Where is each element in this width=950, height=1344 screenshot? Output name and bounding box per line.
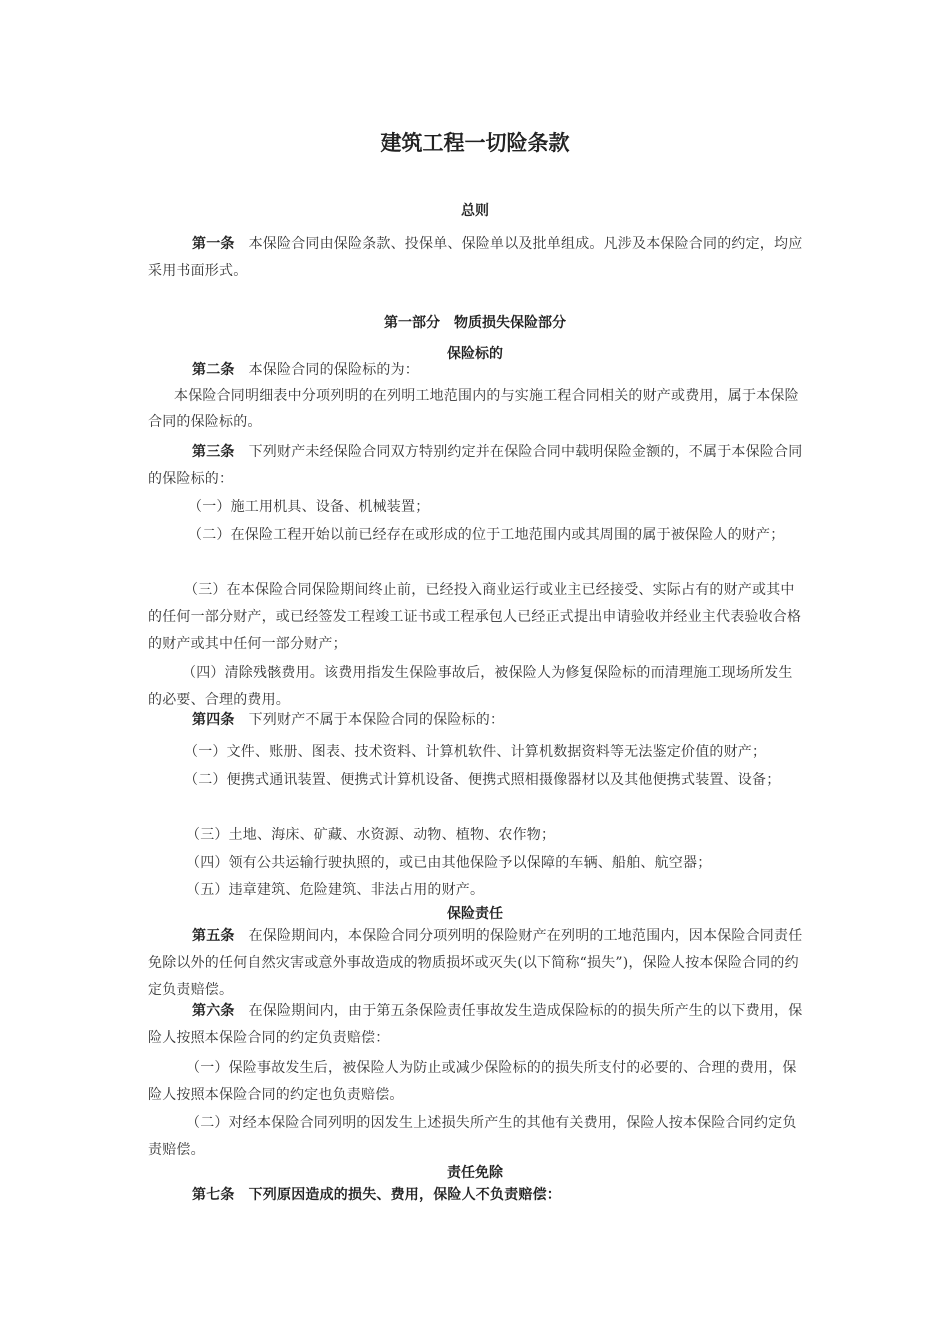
article-7	[148, 1182, 803, 1209]
article-4-item-1: （一）文件、账册、图表、技术资料、计算机软件、计算机数据资料等无法鉴定价值的财产；	[184, 744, 767, 760]
article-4-item-2: （二）便携式通讯装置、便携式计算机设备、便携式照相摄像器材以及其他便携式装置、设备；	[184, 772, 781, 788]
article-2-text: 本保险合同的保险标的为：	[248, 362, 420, 378]
article-4-item-5: （五）违章建筑、危险建筑、非法占用的财产。	[186, 882, 485, 898]
document-title: 建筑工程一切险条款	[380, 131, 570, 155]
article-6	[148, 998, 803, 1052]
article-2	[148, 357, 803, 384]
article-1-text: 本保险合同由保险条款、投保单、保险单以及批单组成。凡涉及本保险合同的约定，均应采用书面形式。	[148, 236, 803, 279]
article-3-item-2: （二）在保险工程开始以前已经存在或形成的位于工地范围内或其周围的属于被保险人的财产；	[188, 527, 785, 543]
article-2-sub: 本保险合同明细表中分项列明的在列明工地范围内的与实施工程合同相关的财产或费用，属于本保险合同的保险标的。	[148, 388, 799, 430]
article-5	[148, 923, 803, 1004]
article-1-label: 第一条	[192, 236, 235, 252]
article-3-item-1: （一）施工用机具、设备、机械装置；	[188, 499, 430, 515]
article-3	[148, 439, 803, 493]
article-3-item-3: （三）在本保险合同保险期间终止前，已经投入商业运行或业主已经接受、实际占有的财产或其中的任何一部分财产，或已经签发工程竣工证书或工程承包人已经正式提出申请验收并经业主代表验收合格的财产或其中任何一部分财产；	[148, 582, 802, 652]
article-3-item-4: （四）清除残骸费用。该费用指发生保险事故后，被保险人为修复保险标的而清理施工现场所发生的必要、合理的费用。	[148, 665, 793, 708]
section-general: 总则	[461, 203, 489, 219]
article-4-item-3: （三）土地、海床、矿藏、水资源、动物、植物、农作物；	[186, 827, 556, 843]
article-4	[148, 707, 803, 734]
article-4-label: 第四条	[192, 712, 235, 728]
article-7-text: 下列原因造成的损失、费用，保险人不负责赔偿：	[248, 1187, 562, 1203]
article-6-label: 第六条	[192, 1003, 235, 1019]
section-subject: 保险标的	[447, 346, 503, 362]
article-5-text: 在保险期间内，本保险合同分项列明的保险财产在列明的工地范围内，因本保险合同责任免除以外的任何自然灾害或意外事故造成的物质损坏或灭失(以下简称“损失”)，保险人按本保险合同的约定负责赔偿。	[148, 928, 803, 998]
article-6-item-2: （二）对经本保险合同列明的因发生上述损失所产生的其他有关费用，保险人按本保险合同约定负责赔偿。	[148, 1115, 797, 1158]
article-1	[148, 231, 803, 285]
article-2-label: 第二条	[192, 362, 235, 378]
article-4-item-4: （四）领有公共运输行驶执照的，或已由其他保险予以保障的车辆、船舶、航空器；	[186, 855, 712, 871]
article-7-label: 第七条	[192, 1187, 235, 1203]
article-3-label: 第三条	[192, 444, 235, 460]
section-exclusion: 责任免除	[447, 1165, 503, 1181]
section-liability: 保险责任	[447, 906, 503, 922]
article-5-label: 第五条	[192, 928, 235, 944]
section-part1: 第一部分 物质损失保险部分	[384, 315, 566, 331]
article-6-text: 在保险期间内，由于第五条保险责任事故发生造成保险标的的损失所产生的以下费用，保险人按照本保险合同的约定负责赔偿：	[148, 1003, 803, 1046]
article-6-item-1: （一）保险事故发生后，被保险人为防止或减少保险标的的损失所支付的必要的、合理的费用，保险人按照本保险合同的约定也负责赔偿。	[148, 1060, 797, 1103]
article-3-text: 下列财产未经保险合同双方特别约定并在保险合同中载明保险金额的，不属于本保险合同的保险标的：	[148, 444, 803, 487]
article-4-text: 下列财产不属于本保险合同的保险标的：	[248, 712, 505, 728]
